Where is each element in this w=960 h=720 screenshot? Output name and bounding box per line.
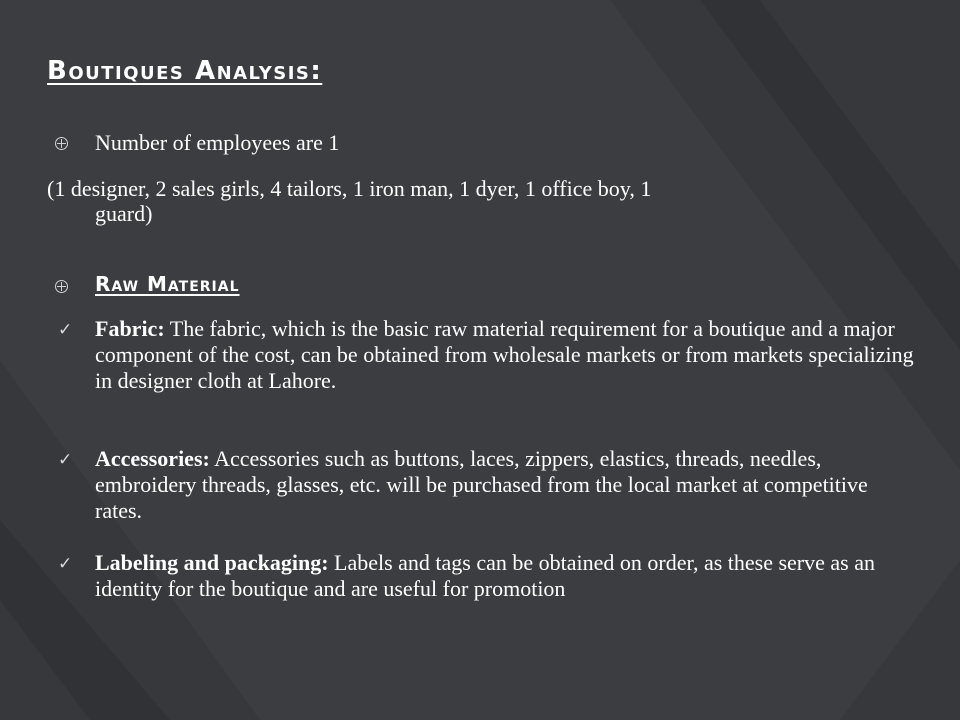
list-item-fabric: [95, 316, 915, 394]
employees-count: Number of employees are 1: [95, 130, 340, 155]
slide-title: Boutiques Analysis:: [47, 56, 323, 86]
accessories-text: Accessories such as buttons, laces, zippers, elastics, threads, needles, embroidery threads, glasses, etc. will be purchased from the local market at competitive rates.: [95, 446, 868, 523]
list-item-labeling: [95, 550, 915, 602]
accessories-label: Accessories:: [95, 446, 210, 471]
check-bullet-icon: ✓: [58, 554, 73, 574]
check-bullet-icon: ✓: [58, 450, 73, 470]
list-item-accessories: [95, 446, 915, 524]
fabric-text: The fabric, which is the basic raw material requirement for a boutique and a major component of the cost, can be obtained from wholesale markets or from markets specializing in designer cloth at Lahore.: [95, 316, 914, 393]
fabric-label: Fabric:: [95, 316, 165, 341]
circle-bullet-icon: [55, 137, 68, 150]
employees-detail-line2: guard): [95, 201, 153, 226]
raw-material-heading: Raw Material: [95, 272, 240, 296]
labeling-label: Labeling and packaging:: [95, 550, 329, 575]
labeling-text: Labels and tags can be obtained on order, as these serve as an identity for the boutique and are useful for promotion: [95, 550, 875, 601]
circle-bullet-icon: [55, 280, 68, 293]
employees-detail-line1: (1 designer, 2 sales girls, 4 tailors, 1 iron man, 1 dyer, 1 office boy, 1: [47, 176, 652, 201]
check-bullet-icon: ✓: [58, 320, 73, 340]
